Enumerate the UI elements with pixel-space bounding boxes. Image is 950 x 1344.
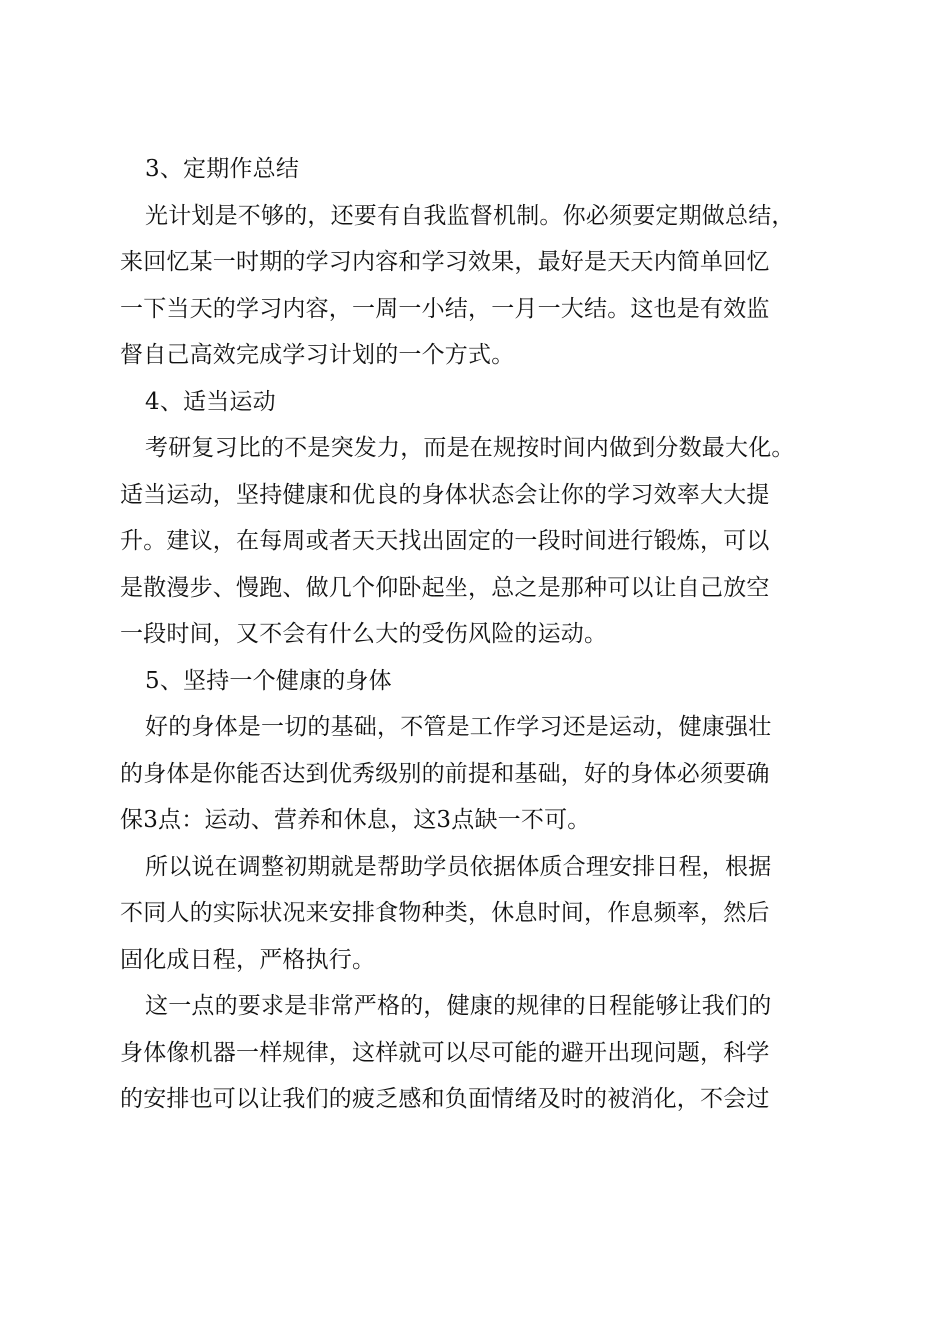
section-heading-3: 3、定期作总结 xyxy=(145,156,300,182)
paragraph-line: 是散漫步、慢跑、做几个仰卧起坐，总之是那种可以让自己放空 xyxy=(120,574,770,601)
paragraph-line: 升。建议，在每周或者天天找出固定的一段时间进行锻炼，可以 xyxy=(120,528,770,554)
paragraph-line: 来回忆某一时期的学习内容和学习效果，最好是天天内简单回忆 xyxy=(120,249,770,275)
paragraph-line: 所以说在调整初期就是帮助学员依据体质合理安排日程，根据 xyxy=(145,853,772,880)
paragraph-line: 一下当天的学习内容，一周一小结，一月一大结。这也是有效监 xyxy=(120,295,770,322)
paragraph-line: 不同人的实际状况来安排食物种类，休息时间，作息频率，然后 xyxy=(120,900,770,926)
paragraph-line: 的身体是你能否达到优秀级别的前提和基础，好的身体必须要确 xyxy=(120,760,770,787)
paragraph-line: 的安排也可以让我们的疲乏感和负面情绪及时的被消化，不会过 xyxy=(120,1086,770,1112)
paragraph-line: 保3点：运动、营养和休息，这3点缺一不可。 xyxy=(120,807,591,833)
paragraph-line: 身体像机器一样规律，这样就可以尽可能的避开出现问题，科学 xyxy=(120,1039,770,1066)
paragraph-line: 考研复习比的不是突发力，而是在规按时间内做到分数最大化。 xyxy=(145,435,795,461)
paragraph-line: 固化成日程，严格执行。 xyxy=(120,946,376,973)
paragraph-line: 一段时间，又不会有什么大的受伤风险的运动。 xyxy=(120,621,608,647)
paragraph-line: 适当运动，坚持健康和优良的身体状态会让你的学习效率大大提 xyxy=(120,481,770,508)
paragraph-line: 督自己高效完成学习计划的一个方式。 xyxy=(120,342,515,368)
paragraph-line: 这一点的要求是非常严格的，健康的规律的日程能够让我们的 xyxy=(145,993,772,1019)
document-body xyxy=(120,146,840,1123)
section-heading-4: 4、适当运动 xyxy=(145,388,276,415)
paragraph-line: 光计划是不够的，还要有自我监督机制。你必须要定期做总结， xyxy=(145,202,795,229)
paragraph-line: 好的身体是一切的基础，不管是工作学习还是运动，健康强壮 xyxy=(145,714,772,740)
section-heading-5: 5、坚持一个健康的身体 xyxy=(145,667,392,694)
